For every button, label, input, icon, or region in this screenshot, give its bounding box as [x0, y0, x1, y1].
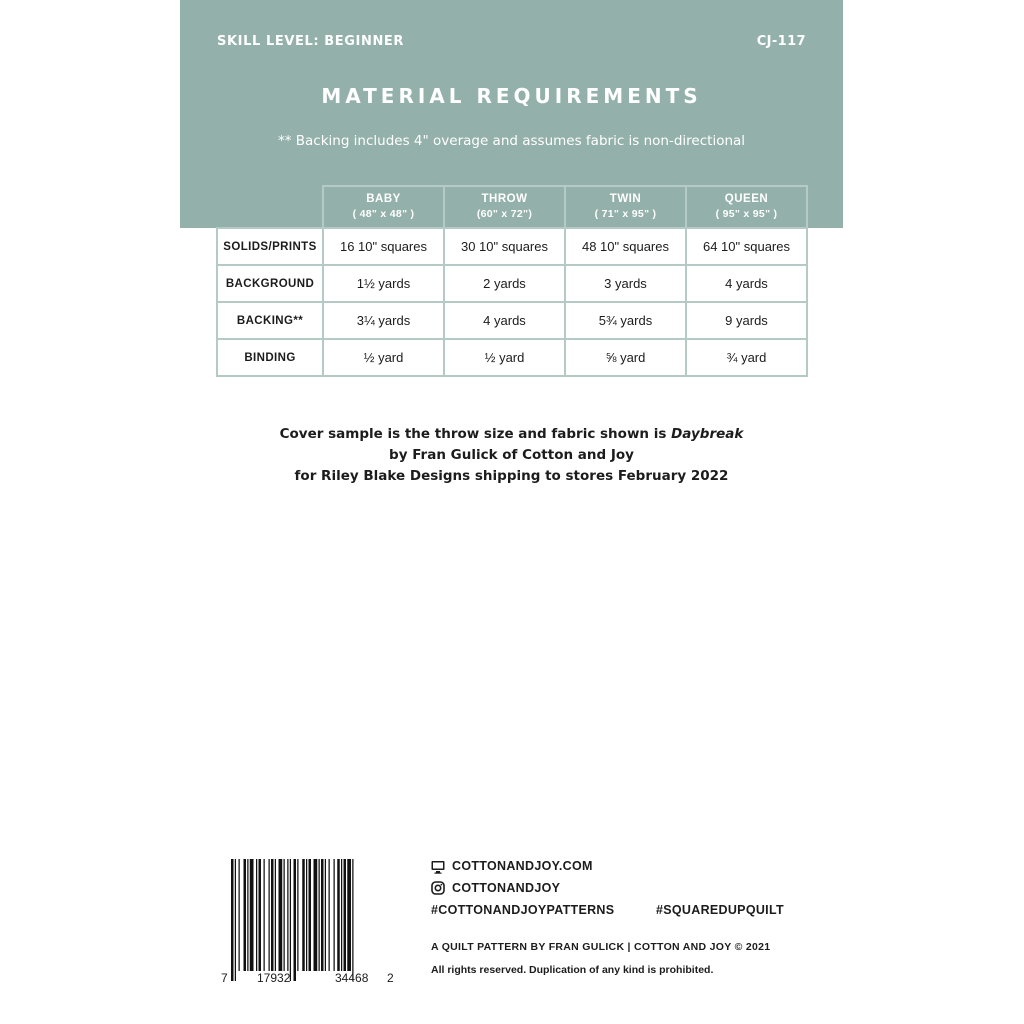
row-label: BINDING [217, 339, 323, 376]
table-cell: 3 yards [565, 265, 686, 302]
hashtag-patterns: #COTTONANDJOYPATTERNS [431, 903, 615, 917]
barcode-bar [256, 859, 257, 971]
material-table [216, 185, 808, 377]
size-dims: (60" x 72") [476, 208, 533, 220]
barcode-bar [259, 859, 262, 971]
pattern-code: CJ-117 [756, 34, 806, 49]
table-row [217, 228, 807, 265]
barcode-bar [302, 859, 305, 971]
barcode-bar [275, 859, 276, 971]
size-header-throw [444, 186, 565, 228]
barcode-digit-first: 7 [221, 971, 228, 985]
size-name: QUEEN [724, 193, 769, 205]
barcode-bar [231, 859, 234, 981]
table-cell: 3¼ yards [323, 302, 444, 339]
barcode-bar [344, 859, 347, 971]
barcode-bar [294, 859, 297, 981]
barcode-bar [325, 859, 326, 971]
fabric-name: Daybreak [671, 426, 744, 442]
table-cell: 1½ yards [323, 265, 444, 302]
barcode-group-right: 34468 [335, 971, 369, 985]
barcode-bar [271, 859, 274, 971]
size-header-queen [686, 186, 807, 228]
credit-line-3: for Riley Blake Designs shipping to stores February 2022 [294, 468, 729, 484]
instagram-handle[interactable]: COTTONANDJOY [452, 881, 561, 895]
barcode-bar [347, 859, 351, 971]
barcode-bar [239, 859, 240, 971]
size-dims: ( 95" x 95" ) [715, 208, 778, 220]
barcode-bar [329, 859, 330, 971]
barcode-bar [244, 859, 247, 971]
credit-prefix: Cover sample is the throw size and fabric shown is [279, 426, 672, 442]
barcode-group-left: 17932 [257, 971, 291, 985]
table-cell: ½ yard [444, 339, 565, 376]
barcode-bar [287, 859, 288, 971]
table-row [217, 265, 807, 302]
table-corner [217, 186, 323, 228]
rights-notice: All rights reserved. Duplication of any kind is prohibited. [431, 964, 714, 976]
size-name: BABY [366, 193, 401, 205]
table-cell: 30 10" squares [444, 228, 565, 265]
row-label: BACKGROUND [217, 265, 323, 302]
hashtag-quilt: #SQUAREDUPQUILT [656, 903, 784, 917]
table-header-row [217, 186, 807, 228]
barcode-bar [297, 859, 298, 971]
table-row [217, 339, 807, 376]
table-cell: ½ yard [323, 339, 444, 376]
barcode-bar [334, 859, 335, 971]
monitor-icon [431, 860, 445, 874]
barcode-bar [250, 859, 254, 971]
table-cell: 16 10" squares [323, 228, 444, 265]
barcode-bar [284, 859, 285, 971]
barcode-bar [337, 859, 340, 971]
barcode-digit-last: 2 [387, 971, 394, 985]
table-cell: 9 yards [686, 302, 807, 339]
barcode-bar [341, 859, 342, 971]
skill-level: SKILL LEVEL: BEGINNER [217, 34, 405, 49]
barcode-bar [264, 859, 265, 971]
credit-line-2: by Fran Gulick of Cotton and Joy [389, 447, 634, 463]
size-header-baby [323, 186, 444, 228]
barcode-bar [321, 859, 324, 971]
table-cell: 64 10" squares [686, 228, 807, 265]
cover-credit [180, 424, 843, 487]
page-title: MATERIAL REQUIREMENTS [321, 84, 702, 108]
table-cell: 4 yards [686, 265, 807, 302]
barcode-bar [235, 859, 236, 981]
barcode-bar [319, 859, 320, 971]
barcode-bar [247, 859, 248, 971]
table-row [217, 302, 807, 339]
table-cell: 2 yards [444, 265, 565, 302]
size-header-twin [565, 186, 686, 228]
table-cell: 4 yards [444, 302, 565, 339]
barcode-bar [290, 859, 291, 981]
barcode-bar [269, 859, 270, 971]
credit-line-1 [180, 424, 843, 445]
size-name: THROW [481, 193, 528, 205]
size-dims: ( 71" x 95" ) [594, 208, 657, 220]
website-link[interactable]: COTTONANDJOY.COM [452, 859, 593, 873]
table-cell: 5¾ yards [565, 302, 686, 339]
table-cell: 48 10" squares [565, 228, 686, 265]
barcode-bar [309, 859, 312, 971]
table-cell: ¾ yard [686, 339, 807, 376]
barcode-bar [352, 859, 353, 981]
table-cell: ⅝ yard [565, 339, 686, 376]
barcode [221, 855, 397, 987]
backing-note: ** Backing includes 4" overage and assumes fabric is non-directional [277, 133, 746, 149]
row-label: BACKING** [217, 302, 323, 339]
barcode-bar [306, 859, 307, 971]
barcode-bar [314, 859, 318, 971]
instagram-icon [431, 881, 445, 895]
row-label: SOLIDS/PRINTS [217, 228, 323, 265]
size-name: TWIN [609, 193, 642, 205]
barcode-bar [279, 859, 283, 971]
size-dims: ( 48" x 48" ) [352, 208, 415, 220]
pattern-byline: A QUILT PATTERN BY FRAN GULICK | COTTON AND JOY © 2021 [431, 941, 771, 953]
